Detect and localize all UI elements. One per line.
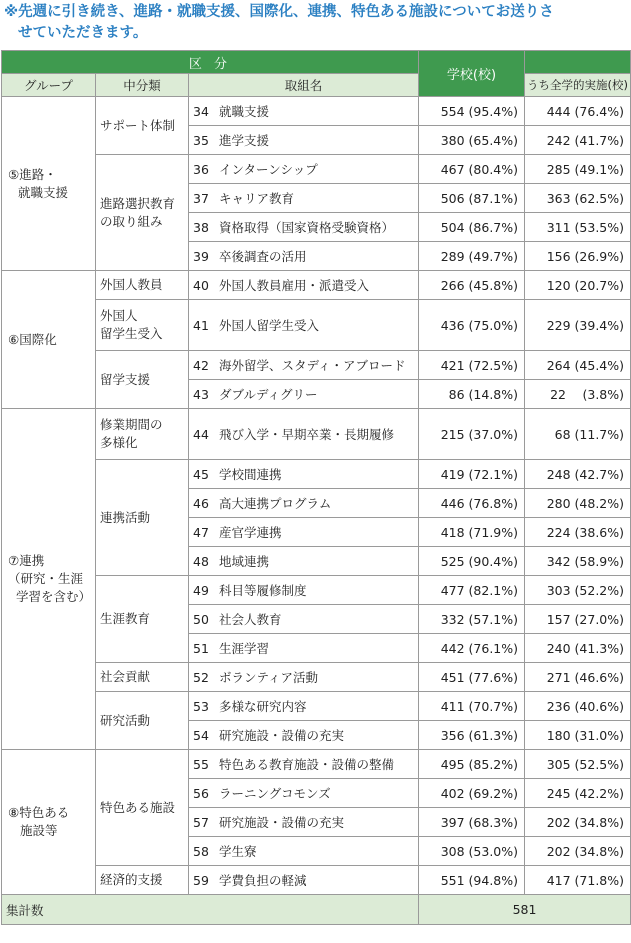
footer-total: 581 bbox=[419, 895, 631, 925]
table-row bbox=[2, 155, 631, 184]
middle-cell: 進路選択教育 の取り組み bbox=[96, 155, 189, 271]
footer-row bbox=[2, 895, 631, 925]
item-cell: 37 キャリア教育 bbox=[189, 184, 419, 213]
school-cell: 525 (90.4%) bbox=[419, 547, 525, 576]
all-cell: 202 (34.8%) bbox=[525, 837, 631, 866]
all-cell: 264 (45.4%) bbox=[525, 351, 631, 380]
item-cell: 51 生涯学習 bbox=[189, 634, 419, 663]
table-row bbox=[2, 271, 631, 300]
item-cell: 44 飛び入学・早期卒業・長期履修 bbox=[189, 409, 419, 460]
all-cell: 311 (53.5%) bbox=[525, 213, 631, 242]
table-row bbox=[2, 692, 631, 721]
middle-cell: 外国人 留学生受入 bbox=[96, 300, 189, 351]
table-row bbox=[2, 409, 631, 460]
school-cell: 308 (53.0%) bbox=[419, 837, 525, 866]
header-row-1 bbox=[2, 51, 631, 74]
group-label: ⑥国際化 bbox=[8, 331, 57, 347]
header-school-blank bbox=[525, 51, 631, 74]
header-row-2 bbox=[2, 74, 631, 97]
initiatives-table bbox=[1, 50, 631, 925]
school-cell: 477 (82.1%) bbox=[419, 576, 525, 605]
school-cell: 436 (75.0%) bbox=[419, 300, 525, 351]
notice-line-1: ※先週に引き続き、進路・就職支援、国際化、連携、特色ある施設についてお送りさ bbox=[4, 4, 554, 20]
school-cell: 332 (57.1%) bbox=[419, 605, 525, 634]
item-cell: 36 インターンシップ bbox=[189, 155, 419, 184]
table-row bbox=[2, 460, 631, 489]
all-cell: 285 (49.1%) bbox=[525, 155, 631, 184]
all-cell: 22 (3.8%) bbox=[525, 380, 631, 409]
school-cell: 380 (65.4%) bbox=[419, 126, 525, 155]
school-cell: 215 (37.0%) bbox=[419, 409, 525, 460]
item-cell: 45 学校間連携 bbox=[189, 460, 419, 489]
item-cell: 52 ボランティア活動 bbox=[189, 663, 419, 692]
footer-label: 集計数 bbox=[2, 895, 419, 925]
school-cell: 506 (87.1%) bbox=[419, 184, 525, 213]
all-cell: 242 (41.7%) bbox=[525, 126, 631, 155]
all-cell: 444 (76.4%) bbox=[525, 97, 631, 126]
notice-line-2: せていただきます。 bbox=[18, 25, 148, 41]
school-cell: 402 (69.2%) bbox=[419, 779, 525, 808]
item-cell: 53 多様な研究内容 bbox=[189, 692, 419, 721]
school-cell: 289 (49.7%) bbox=[419, 242, 525, 271]
all-cell: 305 (52.5%) bbox=[525, 750, 631, 779]
item-cell: 34 就職支援 bbox=[189, 97, 419, 126]
school-cell: 467 (80.4%) bbox=[419, 155, 525, 184]
all-cell: 248 (42.7%) bbox=[525, 460, 631, 489]
group-label: （研究・生涯 bbox=[8, 571, 84, 586]
group-cell-7 bbox=[2, 409, 96, 750]
all-cell: 68 (11.7%) bbox=[525, 409, 631, 460]
item-cell: 54 研究施設・設備の充実 bbox=[189, 721, 419, 750]
middle-cell: 社会貢献 bbox=[96, 663, 189, 692]
all-cell: 271 (46.6%) bbox=[525, 663, 631, 692]
header-school: 学校(校) bbox=[419, 51, 525, 97]
school-cell: 86 (14.8%) bbox=[419, 380, 525, 409]
middle-cell: 特色ある施設 bbox=[96, 750, 189, 866]
school-cell: 504 (86.7%) bbox=[419, 213, 525, 242]
school-cell: 442 (76.1%) bbox=[419, 634, 525, 663]
middle-cell: 修業期間の 多様化 bbox=[96, 409, 189, 460]
item-cell: 49 科目等履修制度 bbox=[189, 576, 419, 605]
item-cell: 50 社会人教育 bbox=[189, 605, 419, 634]
all-cell: 236 (40.6%) bbox=[525, 692, 631, 721]
group-label: 施設等 bbox=[20, 823, 58, 838]
school-cell: 356 (61.3%) bbox=[419, 721, 525, 750]
group-label: ⑤進路・ bbox=[8, 166, 57, 182]
group-cell-6 bbox=[2, 271, 96, 409]
school-cell: 495 (85.2%) bbox=[419, 750, 525, 779]
item-cell: 39 卒後調査の活用 bbox=[189, 242, 419, 271]
all-cell: 157 (27.0%) bbox=[525, 605, 631, 634]
group-cell-8 bbox=[2, 750, 96, 895]
school-cell: 266 (45.8%) bbox=[419, 271, 525, 300]
all-cell: 202 (34.8%) bbox=[525, 808, 631, 837]
item-cell: 41 外国人留学生受入 bbox=[189, 300, 419, 351]
all-cell: 180 (31.0%) bbox=[525, 721, 631, 750]
middle-cell: サポート体制 bbox=[96, 97, 189, 155]
group-label: ⑦連携 bbox=[8, 553, 45, 568]
item-cell: 58 学生寮 bbox=[189, 837, 419, 866]
middle-cell: 留学支援 bbox=[96, 351, 189, 409]
item-cell: 43 ダブルディグリー bbox=[189, 380, 419, 409]
all-cell: 363 (62.5%) bbox=[525, 184, 631, 213]
table-row bbox=[2, 300, 631, 351]
group-label: 学習を含む） bbox=[16, 589, 92, 604]
all-cell: 342 (58.9%) bbox=[525, 547, 631, 576]
school-cell: 551 (94.8%) bbox=[419, 866, 525, 895]
all-cell: 417 (71.8%) bbox=[525, 866, 631, 895]
notice-text bbox=[0, 0, 631, 46]
item-cell: 48 地域連携 bbox=[189, 547, 419, 576]
middle-cell: 生涯教育 bbox=[96, 576, 189, 663]
header-group: グループ bbox=[2, 74, 96, 97]
table-row bbox=[2, 866, 631, 895]
middle-cell: 連携活動 bbox=[96, 460, 189, 576]
group-cell-5 bbox=[2, 97, 96, 271]
middle-cell: 外国人教員 bbox=[96, 271, 189, 300]
all-cell: 280 (48.2%) bbox=[525, 489, 631, 518]
item-cell: 55 特色ある教育施設・設備の整備 bbox=[189, 750, 419, 779]
item-cell: 46 高大連携プログラム bbox=[189, 489, 419, 518]
all-cell: 303 (52.2%) bbox=[525, 576, 631, 605]
item-cell: 57 研究施設・設備の充実 bbox=[189, 808, 419, 837]
item-cell: 47 産官学連携 bbox=[189, 518, 419, 547]
header-all: うち全学的実施(校) bbox=[525, 74, 631, 97]
table-row bbox=[2, 351, 631, 380]
school-cell: 397 (68.3%) bbox=[419, 808, 525, 837]
item-cell: 56 ラーニングコモンズ bbox=[189, 779, 419, 808]
school-cell: 421 (72.5%) bbox=[419, 351, 525, 380]
school-cell: 418 (71.9%) bbox=[419, 518, 525, 547]
table-row bbox=[2, 97, 631, 126]
header-middle: 中分類 bbox=[96, 74, 189, 97]
item-cell: 42 海外留学、スタディ・アブロード bbox=[189, 351, 419, 380]
school-cell: 554 (95.4%) bbox=[419, 97, 525, 126]
middle-cell: 研究活動 bbox=[96, 692, 189, 750]
all-cell: 224 (38.6%) bbox=[525, 518, 631, 547]
item-cell: 38 資格取得（国家資格受験資格） bbox=[189, 213, 419, 242]
item-cell: 35 進学支援 bbox=[189, 126, 419, 155]
table-row bbox=[2, 663, 631, 692]
all-cell: 120 (20.7%) bbox=[525, 271, 631, 300]
all-cell: 240 (41.3%) bbox=[525, 634, 631, 663]
middle-cell: 経済的支援 bbox=[96, 866, 189, 895]
all-cell: 229 (39.4%) bbox=[525, 300, 631, 351]
table-row bbox=[2, 750, 631, 779]
header-kubun: 区 分 bbox=[2, 51, 419, 74]
school-cell: 419 (72.1%) bbox=[419, 460, 525, 489]
item-cell: 40 外国人教員雇用・派遣受入 bbox=[189, 271, 419, 300]
school-cell: 451 (77.6%) bbox=[419, 663, 525, 692]
table-row bbox=[2, 576, 631, 605]
school-cell: 446 (76.8%) bbox=[419, 489, 525, 518]
group-label: 就職支援 bbox=[18, 184, 69, 200]
item-cell: 59 学費負担の軽減 bbox=[189, 866, 419, 895]
group-label: ⑧特色ある bbox=[8, 805, 70, 820]
school-cell: 411 (70.7%) bbox=[419, 692, 525, 721]
header-item: 取組名 bbox=[189, 74, 419, 97]
all-cell: 245 (42.2%) bbox=[525, 779, 631, 808]
all-cell: 156 (26.9%) bbox=[525, 242, 631, 271]
